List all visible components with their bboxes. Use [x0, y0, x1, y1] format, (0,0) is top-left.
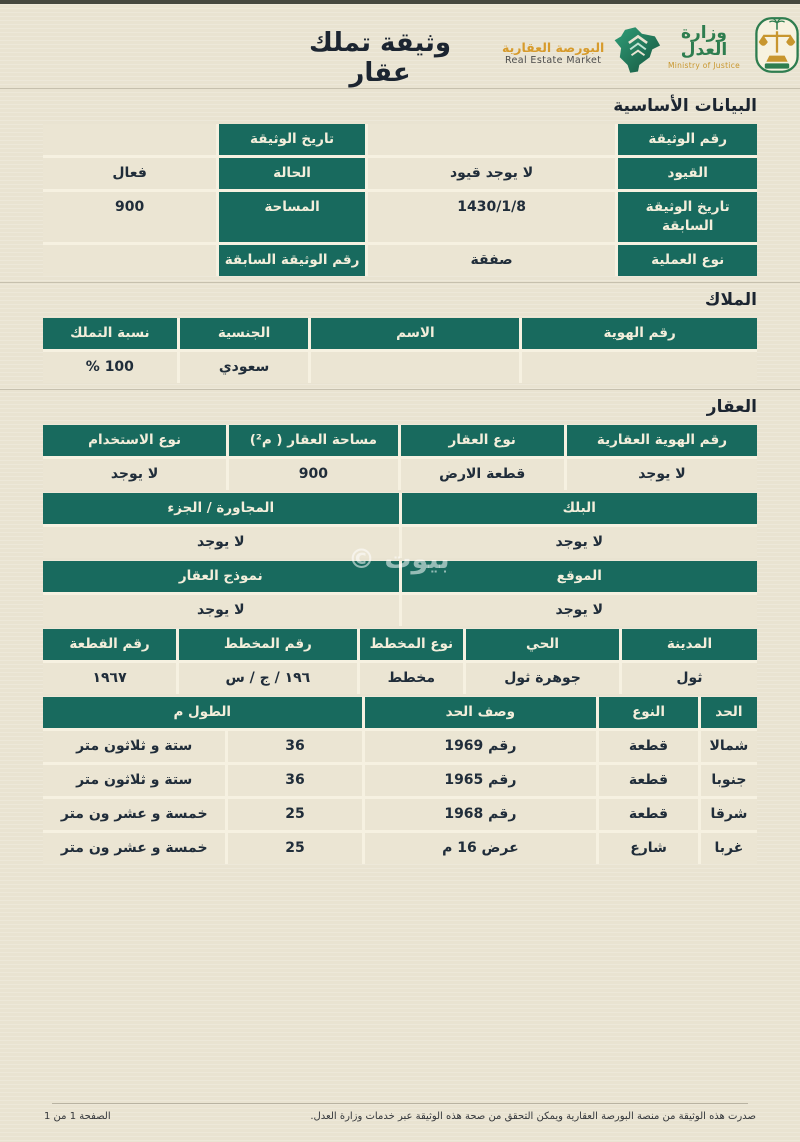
- table-cell: سعودي: [180, 352, 309, 383]
- table-header-cell: رقم القطعة: [43, 629, 176, 660]
- table-header-cell: الحالة: [219, 158, 365, 189]
- borders-table: [43, 697, 757, 864]
- table-cell: لا يوجد: [43, 459, 226, 490]
- table-header-cell: الطول م: [43, 697, 362, 728]
- section-divider: [0, 389, 800, 390]
- footer-note: صدرت هذه الوثيقة من منصة البورصة العقارية ويمكن التحقق من صحة هذه الوثيقة عبر خدمات وزارة العدل.: [310, 1111, 756, 1122]
- table-cell: غربا: [701, 833, 757, 864]
- section-divider: [0, 282, 800, 283]
- footer-divider: [52, 1103, 748, 1104]
- table-cell: ستة و ثلاثون متر: [43, 765, 225, 796]
- table-cell: رقم 1968: [365, 799, 597, 830]
- table-cell: ثول: [622, 663, 757, 694]
- table-header-cell: رقم الوثيقة السابقة: [219, 245, 365, 276]
- property-city-table: [43, 629, 757, 694]
- owners-table: [43, 318, 757, 383]
- table-header-cell: الحي: [466, 629, 619, 660]
- table-header-cell: نوع العقار: [401, 425, 564, 456]
- table-cell: ١٩٦٧: [43, 663, 176, 694]
- table-header-cell: المساحة: [219, 192, 365, 242]
- table-cell: 36: [228, 765, 361, 796]
- table-cell: لا يوجد: [567, 459, 757, 490]
- table-cell: قطعة: [599, 765, 698, 796]
- table-header-cell: رقم المخطط: [179, 629, 356, 660]
- document-header: [0, 4, 800, 88]
- table-header-cell: الحد: [701, 697, 757, 728]
- page-title: وثيقة تملك عقار: [308, 28, 452, 88]
- bayut-watermark: بيوت ©: [348, 544, 450, 575]
- section-title-owners: الملاك: [704, 290, 757, 310]
- table-cell: لا يوجد قيود: [368, 158, 616, 189]
- table-cell: 1430/1/8: [368, 192, 616, 242]
- saudi-map-icon: [612, 26, 664, 82]
- table-header-cell: المدينة: [622, 629, 757, 660]
- table-cell: رقم 1965: [365, 765, 597, 796]
- table-header-cell: المجاورة / الجزء: [43, 493, 399, 524]
- table-header-cell: نوع الاستخدام: [43, 425, 226, 456]
- header-divider: [0, 88, 800, 89]
- table-header-cell: تاريخ الوثيقة السابقة: [618, 192, 757, 242]
- table-header-cell: وصف الحد: [365, 697, 597, 728]
- table-cell: ١٩٦ / ج / س: [179, 663, 356, 694]
- table-header-cell: رقم الهوية العقارية: [567, 425, 757, 456]
- table-cell: مخطط: [360, 663, 464, 694]
- table-header-cell: تاريخ الوثيقة: [219, 124, 365, 155]
- table-cell: خمسة و عشر ون متر: [43, 799, 225, 830]
- section-title-basic-data: البيانات الأساسية: [613, 96, 757, 116]
- table-header-cell: نوع العملية: [618, 245, 757, 276]
- table-cell: جوهرة ثول: [466, 663, 619, 694]
- table-header-cell: نموذج العقار: [43, 561, 399, 592]
- property-location-table: [43, 561, 757, 626]
- moj-emblem-icon: [754, 16, 800, 78]
- table-cell: لا يوجد: [43, 595, 399, 626]
- table-cell: 25: [228, 833, 361, 864]
- property-block-table: [43, 493, 757, 558]
- ministry-of-justice-logo: [660, 16, 800, 78]
- table-header-cell: رقم الوثيقة: [618, 124, 757, 155]
- rem-logo-arabic-label: البورصة العقارية: [502, 39, 605, 55]
- table-cell: فعال: [43, 158, 216, 189]
- table-header-cell: مساحة العقار ( م²): [229, 425, 397, 456]
- table-cell: قطعة: [599, 731, 698, 762]
- table-header-cell: الجنسية: [180, 318, 309, 349]
- rem-logo-english-label: Real Estate Market: [504, 54, 602, 66]
- page-number: الصفحة 1 من 1: [44, 1111, 111, 1122]
- table-cell: 25: [228, 799, 361, 830]
- table-cell: 900: [229, 459, 397, 490]
- table-cell: شمالا: [701, 731, 757, 762]
- table-cell: قطعة الارض: [401, 459, 564, 490]
- table-cell: قطعة: [599, 799, 698, 830]
- table-header-cell: الموقع: [402, 561, 758, 592]
- table-cell: جنوبا: [701, 765, 757, 796]
- property-identity-table: [43, 425, 757, 490]
- basic-data-table: [43, 124, 757, 276]
- table-cell: لا يوجد: [43, 527, 399, 558]
- table-header-cell: القيود: [618, 158, 757, 189]
- table-header-cell: البلك: [402, 493, 758, 524]
- section-title-property: العقار: [706, 397, 757, 417]
- table-cell: 900: [43, 192, 216, 242]
- moj-logo-english-label: Ministry of Justice: [667, 60, 741, 70]
- table-cell: [368, 124, 616, 155]
- table-cell: [522, 352, 757, 383]
- table-cell: [43, 124, 216, 155]
- table-header-cell: رقم الهوية: [522, 318, 757, 349]
- table-header-cell: نسبة التملك: [43, 318, 177, 349]
- table-header-cell: النوع: [599, 697, 698, 728]
- table-cell: ستة و ثلاثون متر: [43, 731, 225, 762]
- moj-logo-arabic-label: وزارة العدل: [680, 22, 728, 60]
- table-cell: عرض 16 م: [365, 833, 597, 864]
- table-cell: خمسة و عشر ون متر: [43, 833, 225, 864]
- table-cell: شرقا: [701, 799, 757, 830]
- table-cell: 36: [228, 731, 361, 762]
- table-cell: شارع: [599, 833, 698, 864]
- table-cell: لا يوجد: [402, 527, 758, 558]
- table-cell: [43, 245, 216, 276]
- table-header-cell: الاسم: [311, 318, 519, 349]
- table-cell: رقم 1969: [365, 731, 597, 762]
- table-cell: صفقة: [368, 245, 616, 276]
- table-cell: لا يوجد: [402, 595, 758, 626]
- document-footer: [0, 1103, 800, 1122]
- table-header-cell: نوع المخطط: [360, 629, 464, 660]
- table-cell: [311, 352, 519, 383]
- table-cell: 100 %: [43, 352, 177, 383]
- real-estate-market-logo: [502, 26, 664, 82]
